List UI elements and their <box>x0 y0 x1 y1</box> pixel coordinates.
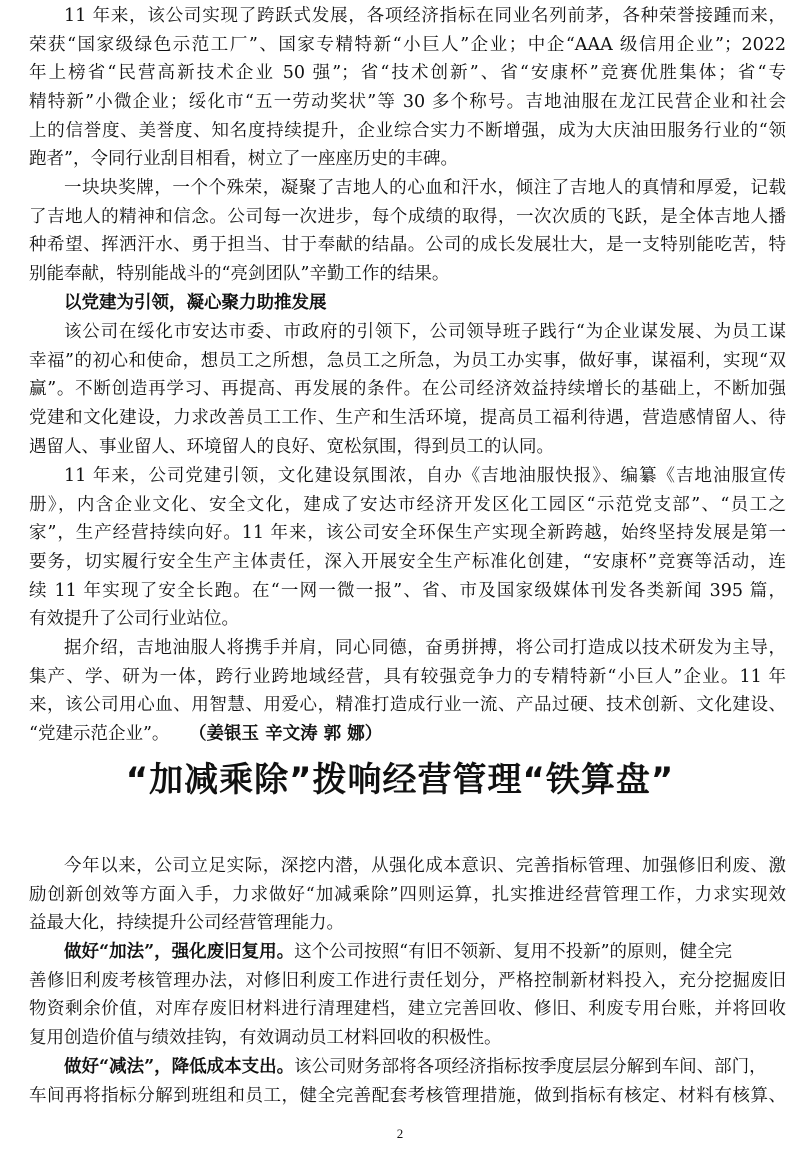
text-line: 幸福”的初心和使命，想员工之所想，急员工之所急，为员工办实事，做好事，谋福利，实现“双 <box>29 350 786 371</box>
paragraph-intro <box>0 852 800 938</box>
text-line: 物资剩余价值，对库存废旧材料进行清理建档，建立完善回收、修旧、利废专用台账，并将回收 <box>29 999 786 1020</box>
text-line: 跑者”，令同行业刮目相看，树立了一座座历史的丰碑。 <box>29 149 458 170</box>
text-line: 荣获“国家级绿色示范工厂”、国家专精特新“小巨人”企业；中企“AAA 级信用企业”；2022 <box>29 34 786 55</box>
text-line: 一块块奖牌，一个个殊荣，凝聚了吉地人的心血和汗水，倾注了吉地人的真情和厚爱，记载 <box>64 178 786 198</box>
text-line: 有效提升了公司行业站位。 <box>29 609 239 630</box>
text-line: 精特新”小微企业；绥化市“五一劳动奖状”等 30 多个称号。吉地油服在龙江民营企业和社会 <box>29 92 786 113</box>
paragraph-party-building <box>0 318 800 461</box>
text-line: 今年以来，公司立足实际，深挖内潜，从强化成本意识、完善指标管理、加强修旧利废、激 <box>64 856 786 876</box>
text-line: 善修旧利废考核管理办法，对修旧利废工作进行责任划分，严格控制新材料投入，充分挖掘废旧 <box>29 970 786 991</box>
text-line: 该公司财务部将各项经济指标按季度层层分解到车间、部门， <box>294 1057 767 1077</box>
text-line: 别能奉献，特别能战斗的“亮剑团队”辛勤工作的结果。 <box>29 264 450 285</box>
page-number: 2 <box>396 1126 404 1141</box>
text-line: 来，该公司用心血、用智慧、用爱心，精准打造成行业一流、产品过硬、技术创新、文化建设、 <box>29 695 786 716</box>
text-line: 益最大化，持续提升公司经营管理能力。 <box>29 913 344 934</box>
text-line: 续 11 年实现了安全长跑。在“一网一微一报”、省、市及国家级媒体刊发各类新闻 395 篇， <box>29 580 786 601</box>
paragraph-subtraction <box>0 1053 800 1110</box>
text-line: 要务，切实履行安全生产主体责任，深入开展安全生产标准化创建，“安康杯”竞赛等活动，连 <box>29 552 786 573</box>
text-line: 了吉地人的精神和信念。公司每一次进步，每个成绩的取得，一次次质的飞跃，是全体吉地人播 <box>29 206 786 227</box>
text-line: 复用创造价值与绩效挂钩，有效调动员工材料回收的积极性。 <box>29 1028 502 1049</box>
text-line: 励创新创效等方面入手，力求做好“加减乘除”四则运算，扎实推进经营管理工作，力求实现效 <box>29 884 786 905</box>
text-line: 年上榜省“民营高新技术企业 50 强”；省“技术创新”、省“安康杯”竞赛优胜集体；省“专 <box>29 63 786 84</box>
paragraph-outlook <box>0 634 800 749</box>
text-line: 上的信誉度、美誉度、知名度持续提升，企业综合实力不断增强，成为大庆油田服务行业的“领 <box>29 120 786 141</box>
section-subheading: 以党建为引领，凝心聚力助推发展 <box>64 293 327 313</box>
byline: （姜银玉 辛文涛 郭 娜） <box>188 724 383 745</box>
text-line: 赢”。不断创造再学习、再提高、再发展的条件。在公司经济效益持续增长的基础上，不断加强 <box>29 379 786 400</box>
text-line: 集产、学、研为一体，跨行业跨地域经营，具有较强竞争力的专精特新“小巨人”企业。11 年 <box>29 666 786 687</box>
text-line: 册》，内含企业文化、安全文化，建成了安达市经济开发区化工园区“示范党支部”、“员工之 <box>29 494 786 515</box>
paragraph-honors <box>0 174 800 289</box>
paragraph-addition <box>0 938 800 1053</box>
text-line: 党建和文化建设，力求改善员工工作、生产和生活环境，提高员工福利待遇，营造感情留人、待 <box>29 408 786 429</box>
paragraph-achievements <box>0 2 800 174</box>
paragraph-culture-safety <box>0 462 800 634</box>
paragraph-lead: 做好“减法”，降低成本支出。 <box>64 1057 295 1077</box>
paragraph-lead: 做好“加法”，强化废旧复用。 <box>64 942 295 962</box>
text-line: 家”，生产经营持续向好。11 年来，该公司安全环保生产实现全新跨越，始终坚持发展是第一 <box>29 523 786 544</box>
text-line: 遇留人、事业留人、环境留人的良好、宽松氛围，得到员工的认同。 <box>29 436 554 457</box>
text-line: 这个公司按照“有旧不领新、复用不投新”的原则，健全完 <box>294 942 733 962</box>
text-line: “党建示范企业”。 <box>29 724 170 745</box>
text-line: 种希望、挥洒汗水、勇于担当、甘于奉献的结晶。公司的成长发展壮大，是一支特别能吃苦，特 <box>29 235 786 256</box>
text-line: 据介绍，吉地油服人将携手并肩，同心同德，奋勇拼搏，将公司打造成以技术研发为主导， <box>64 638 786 658</box>
text-line: 11 年来，该公司实现了跨跃式发展，各项经济指标在同业名列前茅，各种荣誉接踵而来， <box>64 6 786 26</box>
text-line: 11 年来，公司党建引领，文化建设氛围浓，自办《吉地油服快报》、编纂《吉地油服宣传 <box>64 466 786 486</box>
text-line: 该公司在绥化市安达市委、市政府的引领下，公司领导班子践行“为企业谋发展、为员工谋 <box>64 322 786 342</box>
text-line: 车间再将指标分解到班组和员工，健全完善配套考核管理措施，做到指标有核定、材料有核算、 <box>29 1085 786 1106</box>
article-title: “加减乘除”拨响经营管理“铁算盘” <box>125 760 675 800</box>
